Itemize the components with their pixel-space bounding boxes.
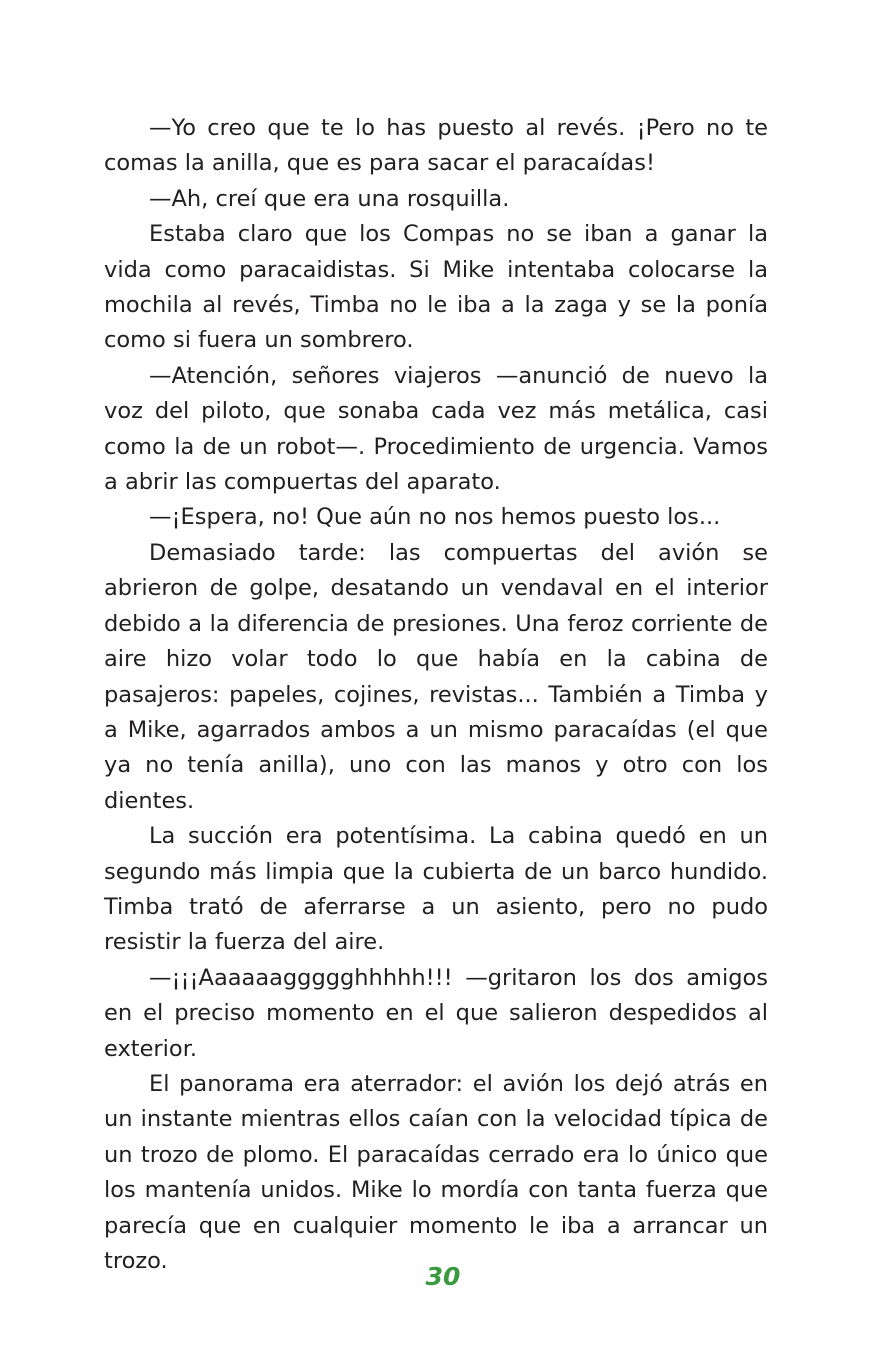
page-number: 30 bbox=[425, 1262, 461, 1291]
paragraph: —Yo creo que te lo has puesto al revés. ¡Pero no te comas la anilla, que es para sacar el paracaídas! bbox=[104, 115, 768, 177]
paragraph: —Atención, señores viajeros —anunció de nuevo la voz del piloto, que sonaba cada vez más metálica, casi como la de un robot—. Procedimiento de urgencia. Vamos a abrir las compuertas del aparato. bbox=[104, 362, 768, 496]
paragraph: —¡¡¡Aaaaaaggggghhhhh!!! —gritaron los dos amigos en el preciso momento en el que salieron despedidos al exterior. bbox=[104, 964, 768, 1062]
paragraph: Demasiado tarde: las compuertas del avión se abrieron de golpe, desatando un vendaval en el interior debido a la diferencia de presiones. Una feroz corriente de aire hizo volar todo lo que había en la cabina de pasajeros: papeles, cojines, revistas... También a Timba y a Mike, agarrados ambos a un mismo paracaídas (el que ya no tenía anilla), uno con las manos y otro con los dientes. bbox=[104, 539, 768, 814]
paragraph: —¡Espera, no! Que aún no nos hemos puesto los... bbox=[149, 504, 721, 531]
paragraph: El panorama era aterrador: el avión los dejó atrás en un instante mientras ellos caían con la velocidad típica de un trozo de plomo. El paracaídas cerrado era lo único que los mantenía unidos. Mike lo mordía con tanta fuerza que parecía que en cualquier momento le iba a arrancar un trozo. bbox=[104, 1070, 768, 1274]
page-body bbox=[104, 111, 768, 1279]
paragraph: —Ah, creí que era una rosquilla. bbox=[149, 185, 510, 212]
paragraph: Estaba claro que los Compas no se iban a ganar la vida como paracaidistas. Si Mike intentaba colocarse la mochila al revés, Timba no le iba a la zaga y se la ponía como si fuera un sombrero. bbox=[104, 221, 768, 354]
paragraph: La succión era potentísima. La cabina quedó en un segundo más limpia que la cubierta de un barco hundido. Timba trató de aferrarse a un asiento, pero no pudo resistir la fuerza del aire. bbox=[104, 823, 768, 956]
